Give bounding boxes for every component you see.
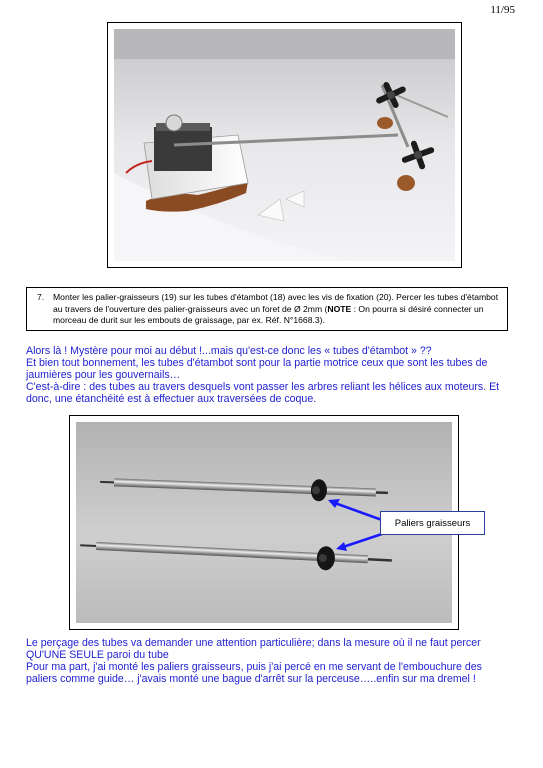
instruction-box: [26, 287, 508, 331]
paragraph-line: Pour ma part, j'ai monté les paliers graisseurs, puis j'ai percé en me servant de l'embouchure des: [26, 661, 482, 674]
paragraph-line: donc, une étanchéité est à effectuer aux traversées de coque.: [26, 393, 317, 406]
instruction-text: Monter les palier-graisseurs (19) sur les tubes d'étambot (18) avec les vis de fixation (20). Percer les tubes d'étambot au travers de l'ouverture des palier-graisseurs avec un foret de Ø 2mm (NOTE : On pourra si désiré connecter un morceau de durit sur les embouts de graissage, par ex. Réf. N°1668.3).: [53, 292, 499, 326]
paragraph-line: Et bien tout bonnement, les tubes d'étambot sont pour la partie motrice ceux que sont les tubes de: [26, 357, 488, 370]
paragraph-drilling: [26, 637, 526, 685]
page-number: 11/95: [490, 4, 515, 16]
paragraph-line: Le perçage des tubes va demander une attention particulière; dans la mesure où il ne faut percer: [26, 637, 481, 649]
paragraph-line: jaumières pour les gouvernails…: [26, 369, 181, 382]
servo-linkage-photo: [107, 22, 462, 268]
paragraph-line: Alors là ! Mystère pour moi au début !...mais qu'est-ce donc les « tubes d'étambot » ??: [26, 345, 432, 357]
paragraph-line: paliers comme guide… j'avais monté une bague d'arrêt sur la perceuse…..enfin sur ma dremel !: [26, 673, 476, 686]
callout-label-paliers: Paliers graisseurs: [380, 511, 485, 535]
paragraph-line: QU'UNE SEULE paroi du tube: [26, 649, 169, 662]
instruction-note-label: NOTE: [327, 303, 352, 314]
paragraph-line: C'est-à-dire : des tubes au travers desquels vont passer les arbres reliant les hélices aux moteurs. Et: [26, 381, 500, 394]
instruction-number: 7.: [37, 292, 45, 302]
paragraph-intro: [26, 345, 526, 405]
